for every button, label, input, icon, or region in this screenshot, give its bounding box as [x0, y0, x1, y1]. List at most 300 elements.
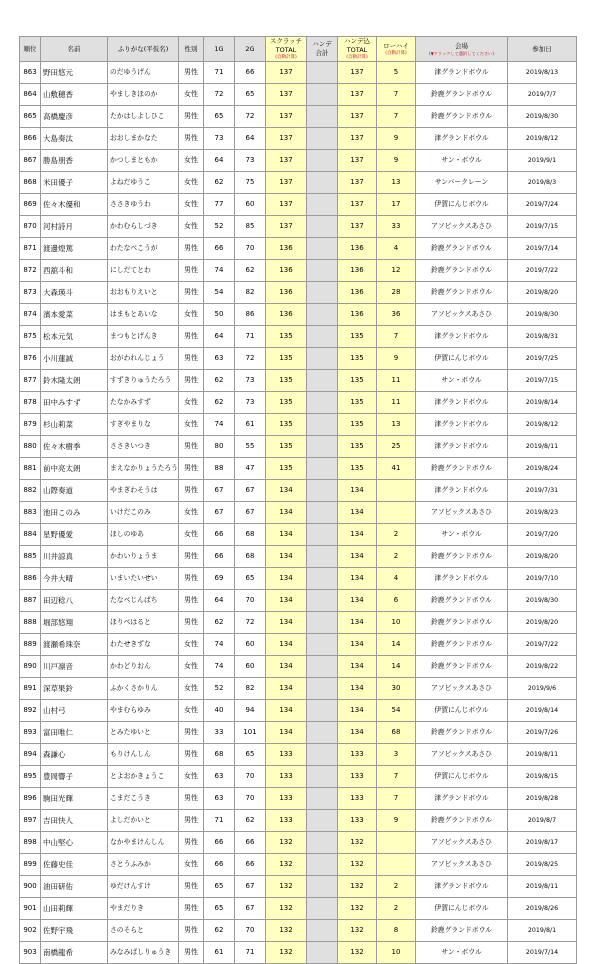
- cell-handicap-total: 135: [338, 326, 377, 348]
- cell-handicap[interactable]: [307, 942, 338, 964]
- cell-rank: 900: [20, 876, 41, 898]
- cell-game2[interactable]: 70: [235, 920, 266, 942]
- cell-date[interactable]: 2019/8/14: [508, 700, 577, 722]
- cell-game1[interactable]: 71: [204, 810, 235, 832]
- cell-date[interactable]: 2019/7/7: [508, 84, 577, 106]
- cell-game2[interactable]: 101: [235, 722, 266, 744]
- cell-venue[interactable]: サン・ボウル: [416, 150, 508, 172]
- cell-date[interactable]: 2019/7/14: [508, 238, 577, 260]
- cell-furigana: すずきりゅうたろう: [108, 370, 179, 392]
- cell-handicap[interactable]: [307, 304, 338, 326]
- cell-name: 深草果鈴: [41, 678, 108, 700]
- cell-venue[interactable]: 津グランドボウル: [416, 62, 508, 84]
- cell-handicap[interactable]: [307, 678, 338, 700]
- cell-gender: 男性: [179, 590, 204, 612]
- cell-game1[interactable]: 80: [204, 436, 235, 458]
- cell-handicap-total: 132: [338, 832, 377, 854]
- cell-date[interactable]: 2019/8/1: [508, 920, 577, 942]
- cell-game1[interactable]: 63: [204, 348, 235, 370]
- cell-furigana: いまいたいせい: [108, 568, 179, 590]
- cell-game1[interactable]: 62: [204, 370, 235, 392]
- cell-handicap[interactable]: [307, 546, 338, 568]
- cell-handicap[interactable]: [307, 194, 338, 216]
- cell-game1[interactable]: 74: [204, 634, 235, 656]
- cell-date[interactable]: 2019/9/6: [508, 678, 577, 700]
- cell-gender: 女性: [179, 194, 204, 216]
- header-game1: 1G: [204, 37, 235, 62]
- table-header-row: [20, 37, 577, 62]
- cell-venue[interactable]: サンバークレーン: [416, 172, 508, 194]
- cell-handicap[interactable]: [307, 524, 338, 546]
- cell-game1[interactable]: 62: [204, 172, 235, 194]
- table-row: [20, 546, 577, 568]
- cell-handicap[interactable]: [307, 502, 338, 524]
- cell-date[interactable]: 2019/7/22: [508, 634, 577, 656]
- cell-handicap[interactable]: [307, 238, 338, 260]
- cell-handicap[interactable]: [307, 106, 338, 128]
- cell-game2[interactable]: 71: [235, 326, 266, 348]
- cell-date[interactable]: 2019/7/10: [508, 568, 577, 590]
- cell-venue[interactable]: アソビックスあさひ: [416, 854, 508, 876]
- cell-game2[interactable]: 67: [235, 898, 266, 920]
- cell-game2[interactable]: 60: [235, 656, 266, 678]
- cell-game2[interactable]: 65: [235, 744, 266, 766]
- cell-game2[interactable]: 60: [235, 634, 266, 656]
- cell-venue[interactable]: 津グランドボウル: [416, 128, 508, 150]
- cell-date[interactable]: 2019/7/14: [508, 942, 577, 964]
- cell-date[interactable]: 2019/8/15: [508, 766, 577, 788]
- cell-game2[interactable]: 72: [235, 106, 266, 128]
- cell-handicap-total: 137: [338, 128, 377, 150]
- cell-game2[interactable]: 65: [235, 84, 266, 106]
- cell-game1[interactable]: 52: [204, 216, 235, 238]
- cell-date[interactable]: 2019/8/12: [508, 128, 577, 150]
- cell-handicap-total: 134: [338, 678, 377, 700]
- cell-venue[interactable]: 伊賀にんじボウル: [416, 700, 508, 722]
- cell-game2[interactable]: 67: [235, 876, 266, 898]
- cell-venue[interactable]: サン・ボウル: [416, 370, 508, 392]
- cell-handicap-total: 134: [338, 480, 377, 502]
- cell-furigana: かわむらしづき: [108, 216, 179, 238]
- cell-venue[interactable]: 鈴鹿グランドボウル: [416, 920, 508, 942]
- cell-game1[interactable]: 67: [204, 502, 235, 524]
- cell-game2[interactable]: 64: [235, 128, 266, 150]
- cell-rank: 876: [20, 348, 41, 370]
- cell-low-high: 28: [377, 282, 416, 304]
- cell-rank: 878: [20, 392, 41, 414]
- cell-handicap[interactable]: [307, 744, 338, 766]
- cell-venue[interactable]: 津グランドボウル: [416, 876, 508, 898]
- cell-handicap-total: 137: [338, 194, 377, 216]
- cell-low-high: 7: [377, 84, 416, 106]
- cell-date[interactable]: 2019/8/26: [508, 898, 577, 920]
- cell-game1[interactable]: 33: [204, 722, 235, 744]
- cell-handicap[interactable]: [307, 920, 338, 942]
- cell-game1[interactable]: 64: [204, 326, 235, 348]
- cell-date[interactable]: 2019/8/30: [508, 106, 577, 128]
- cell-low-high: [377, 502, 416, 524]
- cell-game1[interactable]: 54: [204, 282, 235, 304]
- cell-game1[interactable]: 65: [204, 898, 235, 920]
- cell-game1[interactable]: 66: [204, 238, 235, 260]
- table-row: [20, 854, 577, 876]
- cell-game1[interactable]: 52: [204, 678, 235, 700]
- cell-game1[interactable]: 65: [204, 876, 235, 898]
- cell-handicap[interactable]: [307, 260, 338, 282]
- cell-name: 佐々木優和: [41, 194, 108, 216]
- cell-date[interactable]: 2019/7/15: [508, 216, 577, 238]
- cell-handicap-total: 134: [338, 722, 377, 744]
- cell-gender: 女性: [179, 216, 204, 238]
- cell-rank: 892: [20, 700, 41, 722]
- cell-venue[interactable]: 鈴鹿グランドボウル: [416, 84, 508, 106]
- cell-handicap[interactable]: [307, 436, 338, 458]
- cell-date[interactable]: 2019/8/31: [508, 326, 577, 348]
- cell-date[interactable]: 2019/8/30: [508, 590, 577, 612]
- cell-date[interactable]: 2019/8/22: [508, 656, 577, 678]
- cell-low-high: 3: [377, 744, 416, 766]
- cell-rank: 866: [20, 128, 41, 150]
- cell-venue[interactable]: 伊賀にんじボウル: [416, 898, 508, 920]
- cell-game2[interactable]: 55: [235, 436, 266, 458]
- cell-game1[interactable]: 72: [204, 84, 235, 106]
- cell-name: 富田唯仁: [41, 722, 108, 744]
- cell-game1[interactable]: 66: [204, 854, 235, 876]
- cell-low-high: 9: [377, 150, 416, 172]
- cell-game2[interactable]: 70: [235, 590, 266, 612]
- cell-gender: 男性: [179, 326, 204, 348]
- cell-low-high: 5: [377, 62, 416, 84]
- cell-handicap[interactable]: [307, 128, 338, 150]
- cell-date[interactable]: 2019/8/7: [508, 810, 577, 832]
- cell-game2[interactable]: 73: [235, 370, 266, 392]
- cell-date[interactable]: 2019/7/24: [508, 194, 577, 216]
- cell-name: 豊岡響子: [41, 766, 108, 788]
- cell-handicap[interactable]: [307, 722, 338, 744]
- cell-game1[interactable]: 61: [204, 942, 235, 964]
- cell-game1[interactable]: 74: [204, 260, 235, 282]
- cell-date[interactable]: 2019/8/24: [508, 458, 577, 480]
- cell-name: 佐々木樹季: [41, 436, 108, 458]
- cell-date[interactable]: 2019/8/14: [508, 392, 577, 414]
- cell-game1[interactable]: 65: [204, 106, 235, 128]
- cell-handicap[interactable]: [307, 766, 338, 788]
- cell-rank: 869: [20, 194, 41, 216]
- cell-game2[interactable]: 47: [235, 458, 266, 480]
- cell-date[interactable]: 2019/7/20: [508, 524, 577, 546]
- cell-game2[interactable]: 73: [235, 392, 266, 414]
- cell-venue[interactable]: 津グランドボウル: [416, 788, 508, 810]
- cell-game2[interactable]: 73: [235, 150, 266, 172]
- cell-venue[interactable]: 津グランドボウル: [416, 326, 508, 348]
- cell-game1[interactable]: 68: [204, 744, 235, 766]
- cell-scratch-total: 137: [266, 84, 307, 106]
- cell-venue[interactable]: 伊賀にんじボウル: [416, 766, 508, 788]
- cell-game2[interactable]: 62: [235, 260, 266, 282]
- cell-handicap[interactable]: [307, 62, 338, 84]
- cell-handicap[interactable]: [307, 700, 338, 722]
- cell-venue[interactable]: 鈴鹿グランドボウル: [416, 722, 508, 744]
- cell-venue[interactable]: アソビックスあさひ: [416, 832, 508, 854]
- cell-low-high: 9: [377, 128, 416, 150]
- cell-date[interactable]: 2019/7/25: [508, 348, 577, 370]
- cell-venue[interactable]: アソビックスあさひ: [416, 744, 508, 766]
- cell-gender: 男性: [179, 876, 204, 898]
- cell-name: 小川蓮誠: [41, 348, 108, 370]
- cell-date[interactable]: 2019/8/20: [508, 282, 577, 304]
- cell-venue[interactable]: 鈴鹿グランドボウル: [416, 656, 508, 678]
- cell-handicap[interactable]: [307, 634, 338, 656]
- cell-low-high: 7: [377, 788, 416, 810]
- cell-venue[interactable]: サン・ボウル: [416, 942, 508, 964]
- cell-game2[interactable]: 85: [235, 216, 266, 238]
- cell-game2[interactable]: 82: [235, 282, 266, 304]
- cell-handicap-total: 133: [338, 744, 377, 766]
- cell-game2[interactable]: 70: [235, 238, 266, 260]
- cell-low-high: 14: [377, 656, 416, 678]
- cell-game1[interactable]: 73: [204, 128, 235, 150]
- cell-handicap[interactable]: [307, 612, 338, 634]
- header-handicap-total: [338, 37, 377, 62]
- cell-venue[interactable]: 鈴鹿グランドボウル: [416, 590, 508, 612]
- cell-venue[interactable]: 鈴鹿グランドボウル: [416, 238, 508, 260]
- cell-scratch-total: 134: [266, 568, 307, 590]
- cell-game2[interactable]: 61: [235, 414, 266, 436]
- cell-game2[interactable]: 82: [235, 678, 266, 700]
- table-row: [20, 282, 577, 304]
- cell-handicap[interactable]: [307, 568, 338, 590]
- cell-handicap[interactable]: [307, 216, 338, 238]
- cell-game2[interactable]: 72: [235, 348, 266, 370]
- cell-venue[interactable]: 津グランドボウル: [416, 480, 508, 502]
- cell-date[interactable]: 2019/8/11: [508, 436, 577, 458]
- cell-game2[interactable]: 66: [235, 62, 266, 84]
- cell-handicap-total: 135: [338, 392, 377, 414]
- cell-handicap[interactable]: [307, 150, 338, 172]
- cell-venue[interactable]: 鈴鹿グランドボウル: [416, 612, 508, 634]
- cell-handicap[interactable]: [307, 810, 338, 832]
- cell-rank: 882: [20, 480, 41, 502]
- cell-furigana: なかやまけんしん: [108, 832, 179, 854]
- cell-low-high: 13: [377, 172, 416, 194]
- cell-venue[interactable]: サン・ボウル: [416, 524, 508, 546]
- cell-game2[interactable]: 70: [235, 788, 266, 810]
- cell-rank: 903: [20, 942, 41, 964]
- cell-low-high: 54: [377, 700, 416, 722]
- cell-game2[interactable]: 71: [235, 942, 266, 964]
- cell-handicap[interactable]: [307, 656, 338, 678]
- cell-venue[interactable]: アソビックスあさひ: [416, 304, 508, 326]
- cell-game2[interactable]: 66: [235, 832, 266, 854]
- cell-game1[interactable]: 63: [204, 788, 235, 810]
- cell-venue[interactable]: 津グランドボウル: [416, 414, 508, 436]
- cell-name: 渡瀬希珠奈: [41, 634, 108, 656]
- table-row: [20, 744, 577, 766]
- cell-venue[interactable]: 伊賀にんじボウル: [416, 348, 508, 370]
- cell-game1[interactable]: 63: [204, 766, 235, 788]
- cell-venue[interactable]: アソビックスあさひ: [416, 502, 508, 524]
- cell-low-high: 4: [377, 238, 416, 260]
- cell-game2[interactable]: 70: [235, 766, 266, 788]
- cell-venue[interactable]: アソビックスあさひ: [416, 678, 508, 700]
- cell-rank: 871: [20, 238, 41, 260]
- cell-venue[interactable]: 鈴鹿グランドボウル: [416, 546, 508, 568]
- cell-game2[interactable]: 86: [235, 304, 266, 326]
- cell-game1[interactable]: 62: [204, 612, 235, 634]
- table-row: [20, 106, 577, 128]
- cell-handicap[interactable]: [307, 370, 338, 392]
- cell-handicap[interactable]: [307, 854, 338, 876]
- cell-venue[interactable]: 鈴鹿グランドボウル: [416, 260, 508, 282]
- cell-game2[interactable]: 62: [235, 810, 266, 832]
- header-scratch-total: [266, 37, 307, 62]
- cell-date[interactable]: 2019/8/20: [508, 612, 577, 634]
- cell-game2[interactable]: 67: [235, 502, 266, 524]
- cell-furigana: さとうふみか: [108, 854, 179, 876]
- cell-game1[interactable]: 71: [204, 62, 235, 84]
- cell-date[interactable]: 2019/8/11: [508, 744, 577, 766]
- cell-name: 田辺稔八: [41, 590, 108, 612]
- cell-date[interactable]: 2019/8/12: [508, 414, 577, 436]
- cell-date[interactable]: 2019/7/15: [508, 370, 577, 392]
- header-handicap-line2: 合計: [315, 49, 329, 57]
- table-body: [20, 62, 577, 964]
- cell-date[interactable]: 2019/8/11: [508, 876, 577, 898]
- header-low-high: [377, 37, 416, 62]
- cell-venue[interactable]: アソビックスあさひ: [416, 216, 508, 238]
- cell-game1[interactable]: 66: [204, 832, 235, 854]
- cell-venue[interactable]: 鈴鹿グランドボウル: [416, 282, 508, 304]
- cell-date[interactable]: 2019/7/31: [508, 480, 577, 502]
- cell-handicap-total: 134: [338, 656, 377, 678]
- cell-handicap-total: 136: [338, 304, 377, 326]
- cell-rank: 873: [20, 282, 41, 304]
- cell-venue[interactable]: 鈴鹿グランドボウル: [416, 458, 508, 480]
- cell-furigana: よねだゆうこ: [108, 172, 179, 194]
- cell-furigana: いけだこのみ: [108, 502, 179, 524]
- cell-date[interactable]: 2019/7/22: [508, 260, 577, 282]
- header-lowhigh-line1: ローハイ: [383, 41, 409, 50]
- cell-game1[interactable]: 62: [204, 920, 235, 942]
- cell-date[interactable]: 2019/8/20: [508, 546, 577, 568]
- cell-name: 前中亮太朗: [41, 458, 108, 480]
- cell-game2[interactable]: 66: [235, 854, 266, 876]
- cell-low-high: 9: [377, 348, 416, 370]
- cell-date[interactable]: 2019/8/25: [508, 854, 577, 876]
- cell-low-high: [377, 480, 416, 502]
- cell-game1[interactable]: 66: [204, 524, 235, 546]
- cell-handicap[interactable]: [307, 326, 338, 348]
- cell-gender: 男性: [179, 832, 204, 854]
- cell-game2[interactable]: 75: [235, 172, 266, 194]
- cell-game1[interactable]: 88: [204, 458, 235, 480]
- cell-venue[interactable]: 津グランドボウル: [416, 436, 508, 458]
- cell-date[interactable]: 2019/8/17: [508, 832, 577, 854]
- cell-date[interactable]: 2019/8/30: [508, 304, 577, 326]
- table-row: [20, 568, 577, 590]
- cell-scratch-total: 137: [266, 216, 307, 238]
- cell-date[interactable]: 2019/7/26: [508, 722, 577, 744]
- cell-gender: 男性: [179, 920, 204, 942]
- cell-game2[interactable]: 68: [235, 546, 266, 568]
- cell-handicap[interactable]: [307, 348, 338, 370]
- cell-furigana: おおもりえいと: [108, 282, 179, 304]
- cell-game1[interactable]: 67: [204, 480, 235, 502]
- cell-venue[interactable]: 津グランドボウル: [416, 568, 508, 590]
- cell-handicap[interactable]: [307, 458, 338, 480]
- cell-handicap[interactable]: [307, 590, 338, 612]
- cell-rank: 868: [20, 172, 41, 194]
- header-venue-note: (▼クリックして選択してください): [429, 50, 494, 56]
- cell-name: 河村詩月: [41, 216, 108, 238]
- cell-rank: 894: [20, 744, 41, 766]
- cell-game1[interactable]: 66: [204, 546, 235, 568]
- cell-gender: 男性: [179, 942, 204, 964]
- cell-handicap[interactable]: [307, 172, 338, 194]
- cell-handicap-total: 137: [338, 172, 377, 194]
- cell-scratch-total: 133: [266, 810, 307, 832]
- cell-game1[interactable]: 40: [204, 700, 235, 722]
- table-row: [20, 436, 577, 458]
- cell-rank: 867: [20, 150, 41, 172]
- cell-venue[interactable]: 伊賀にんじボウル: [416, 194, 508, 216]
- cell-game1[interactable]: 50: [204, 304, 235, 326]
- cell-venue[interactable]: 鈴鹿グランドボウル: [416, 106, 508, 128]
- cell-low-high: 2: [377, 524, 416, 546]
- cell-handicap[interactable]: [307, 832, 338, 854]
- cell-handicap[interactable]: [307, 84, 338, 106]
- cell-game1[interactable]: 74: [204, 414, 235, 436]
- cell-venue[interactable]: 鈴鹿グランドボウル: [416, 634, 508, 656]
- cell-handicap[interactable]: [307, 898, 338, 920]
- cell-handicap[interactable]: [307, 392, 338, 414]
- cell-date[interactable]: 2019/9/1: [508, 150, 577, 172]
- cell-handicap[interactable]: [307, 788, 338, 810]
- cell-low-high: 33: [377, 216, 416, 238]
- cell-handicap[interactable]: [307, 282, 338, 304]
- cell-name: 山田莉輝: [41, 898, 108, 920]
- cell-date[interactable]: 2019/8/3: [508, 172, 577, 194]
- cell-scratch-total: 134: [266, 700, 307, 722]
- cell-furigana: とよおかきょうこ: [108, 766, 179, 788]
- cell-date[interactable]: 2019/8/23: [508, 502, 577, 524]
- cell-handicap[interactable]: [307, 876, 338, 898]
- cell-venue[interactable]: 津グランドボウル: [416, 392, 508, 414]
- table-row: [20, 788, 577, 810]
- cell-game2[interactable]: 68: [235, 524, 266, 546]
- cell-venue[interactable]: 鈴鹿グランドボウル: [416, 810, 508, 832]
- cell-game1[interactable]: 62: [204, 392, 235, 414]
- cell-furigana: ほりべはると: [108, 612, 179, 634]
- cell-handicap[interactable]: [307, 414, 338, 436]
- cell-game1[interactable]: 77: [204, 194, 235, 216]
- cell-game2[interactable]: 65: [235, 568, 266, 590]
- cell-game2[interactable]: 60: [235, 194, 266, 216]
- cell-game2[interactable]: 94: [235, 700, 266, 722]
- cell-game1[interactable]: 64: [204, 590, 235, 612]
- cell-game1[interactable]: 69: [204, 568, 235, 590]
- cell-handicap[interactable]: [307, 480, 338, 502]
- cell-low-high: [377, 832, 416, 854]
- cell-gender: 男性: [179, 436, 204, 458]
- cell-date[interactable]: 2019/8/13: [508, 62, 577, 84]
- cell-game2[interactable]: 67: [235, 480, 266, 502]
- cell-scratch-total: 132: [266, 898, 307, 920]
- cell-date[interactable]: 2019/8/28: [508, 788, 577, 810]
- cell-game1[interactable]: 64: [204, 150, 235, 172]
- cell-game2[interactable]: 72: [235, 612, 266, 634]
- cell-game1[interactable]: 74: [204, 656, 235, 678]
